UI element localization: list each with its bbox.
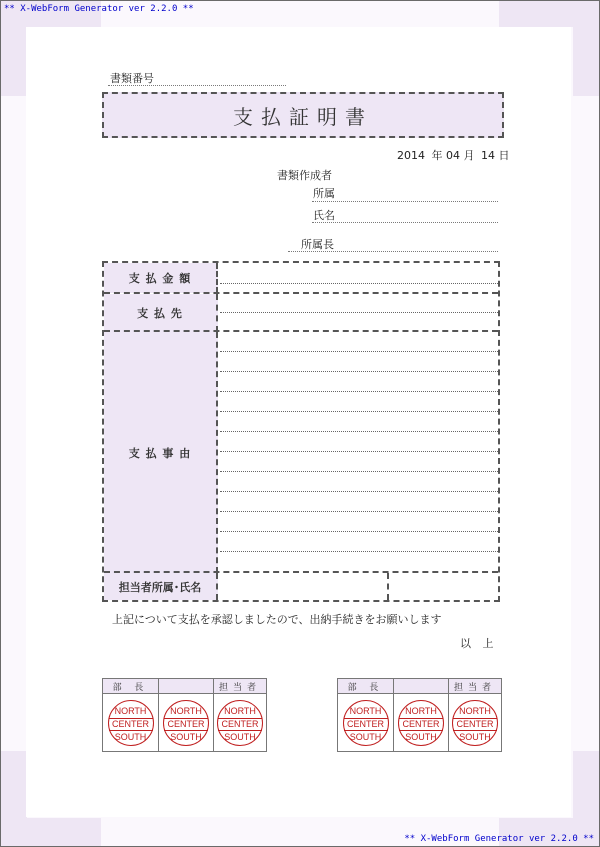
stamp-box-right <box>337 678 502 752</box>
generator-label-bottom: ** X-WebForm Generator ver 2.2.0 ** <box>404 834 594 844</box>
dept-label: 所属 <box>313 187 335 200</box>
person-dept-field[interactable] <box>220 573 387 600</box>
reason-line[interactable] <box>220 471 498 472</box>
reason-line[interactable] <box>220 431 498 432</box>
reason-line[interactable] <box>220 371 498 372</box>
seal-stamp: NORTH CENTER SOUTH <box>108 700 154 746</box>
stamp-box-left <box>102 678 267 752</box>
payee-header <box>104 294 218 332</box>
corner-decor <box>499 1 599 27</box>
date-day[interactable]: 14 <box>481 149 495 162</box>
approval-note: 上記について支払を承認しましたので、出納手続きをお願いします <box>112 613 442 626</box>
stamp-cell[interactable] <box>159 694 214 751</box>
stamp-cell[interactable] <box>103 694 159 751</box>
seal-stamp: NORTH CENTER SOUTH <box>343 700 389 746</box>
name-label: 氏名 <box>313 209 335 222</box>
stamp-cell[interactable] <box>394 694 449 751</box>
reason-line[interactable] <box>220 511 498 512</box>
date-month[interactable]: 04 <box>446 149 460 162</box>
reason-line[interactable] <box>220 491 498 492</box>
doc-number-field[interactable] <box>108 85 286 86</box>
stamp-header-head <box>103 679 159 694</box>
amount-field[interactable] <box>220 283 498 284</box>
reason-line[interactable] <box>220 411 498 412</box>
date-month-unit: 月 <box>463 149 475 162</box>
amount-label: 支 払 金 額 <box>128 272 192 285</box>
stamp-charge-label: 担当者 <box>453 682 496 693</box>
reason-label: 支 払 事 由 <box>128 446 192 460</box>
stamp-cell[interactable] <box>214 694 266 751</box>
date-day-unit: 日 <box>498 149 510 162</box>
person-name-field[interactable] <box>389 573 498 600</box>
reason-line[interactable] <box>220 551 498 552</box>
person-header <box>104 573 218 600</box>
dept-head-label: 所属長 <box>301 238 334 251</box>
reason-header <box>104 332 218 573</box>
closing-mark: 以 上 <box>460 637 498 650</box>
stamp-header-head <box>338 679 394 694</box>
stamp-cell[interactable] <box>449 694 501 751</box>
amount-header <box>104 263 218 293</box>
seal-stamp: NORTH CENTER SOUTH <box>398 700 444 746</box>
date-year[interactable]: 2014 <box>397 149 425 162</box>
stamp-header-charge <box>449 679 501 694</box>
stamp-head-label: 部 長 <box>347 682 384 693</box>
reason-line[interactable] <box>220 451 498 452</box>
doc-number-label: 書類番号 <box>110 72 154 85</box>
payee-field-line[interactable] <box>220 312 498 313</box>
reason-line[interactable] <box>220 391 498 392</box>
stamp-cell[interactable] <box>338 694 394 751</box>
generator-label-top: ** X-WebForm Generator ver 2.2.0 ** <box>4 4 194 14</box>
seal-stamp: NORTH CENTER SOUTH <box>163 700 209 746</box>
reason-line[interactable] <box>220 531 498 532</box>
person-label: 担当者所属･氏名 <box>118 580 202 594</box>
stamp-charge-label: 担当者 <box>218 682 261 693</box>
seal-stamp: NORTH CENTER SOUTH <box>217 700 263 746</box>
name-field[interactable] <box>312 222 498 223</box>
dept-field[interactable] <box>312 201 498 202</box>
reason-line[interactable] <box>220 351 498 352</box>
date-year-unit: 年 <box>431 149 443 162</box>
stamp-head-label: 部 長 <box>112 682 149 693</box>
stamp-header-blank <box>159 679 214 694</box>
payment-table <box>102 261 500 602</box>
page-title: 支払証明書 <box>233 104 373 129</box>
seal-stamp: NORTH CENTER SOUTH <box>452 700 498 746</box>
title-box <box>102 92 504 138</box>
dept-head-field[interactable] <box>288 251 498 252</box>
author-label: 書類作成者 <box>277 169 332 182</box>
payee-label: 支 払 先 <box>137 307 183 320</box>
issue-date <box>397 147 510 163</box>
stamp-header-blank <box>394 679 449 694</box>
corner-decor <box>1 818 101 846</box>
stamp-header-charge <box>214 679 266 694</box>
